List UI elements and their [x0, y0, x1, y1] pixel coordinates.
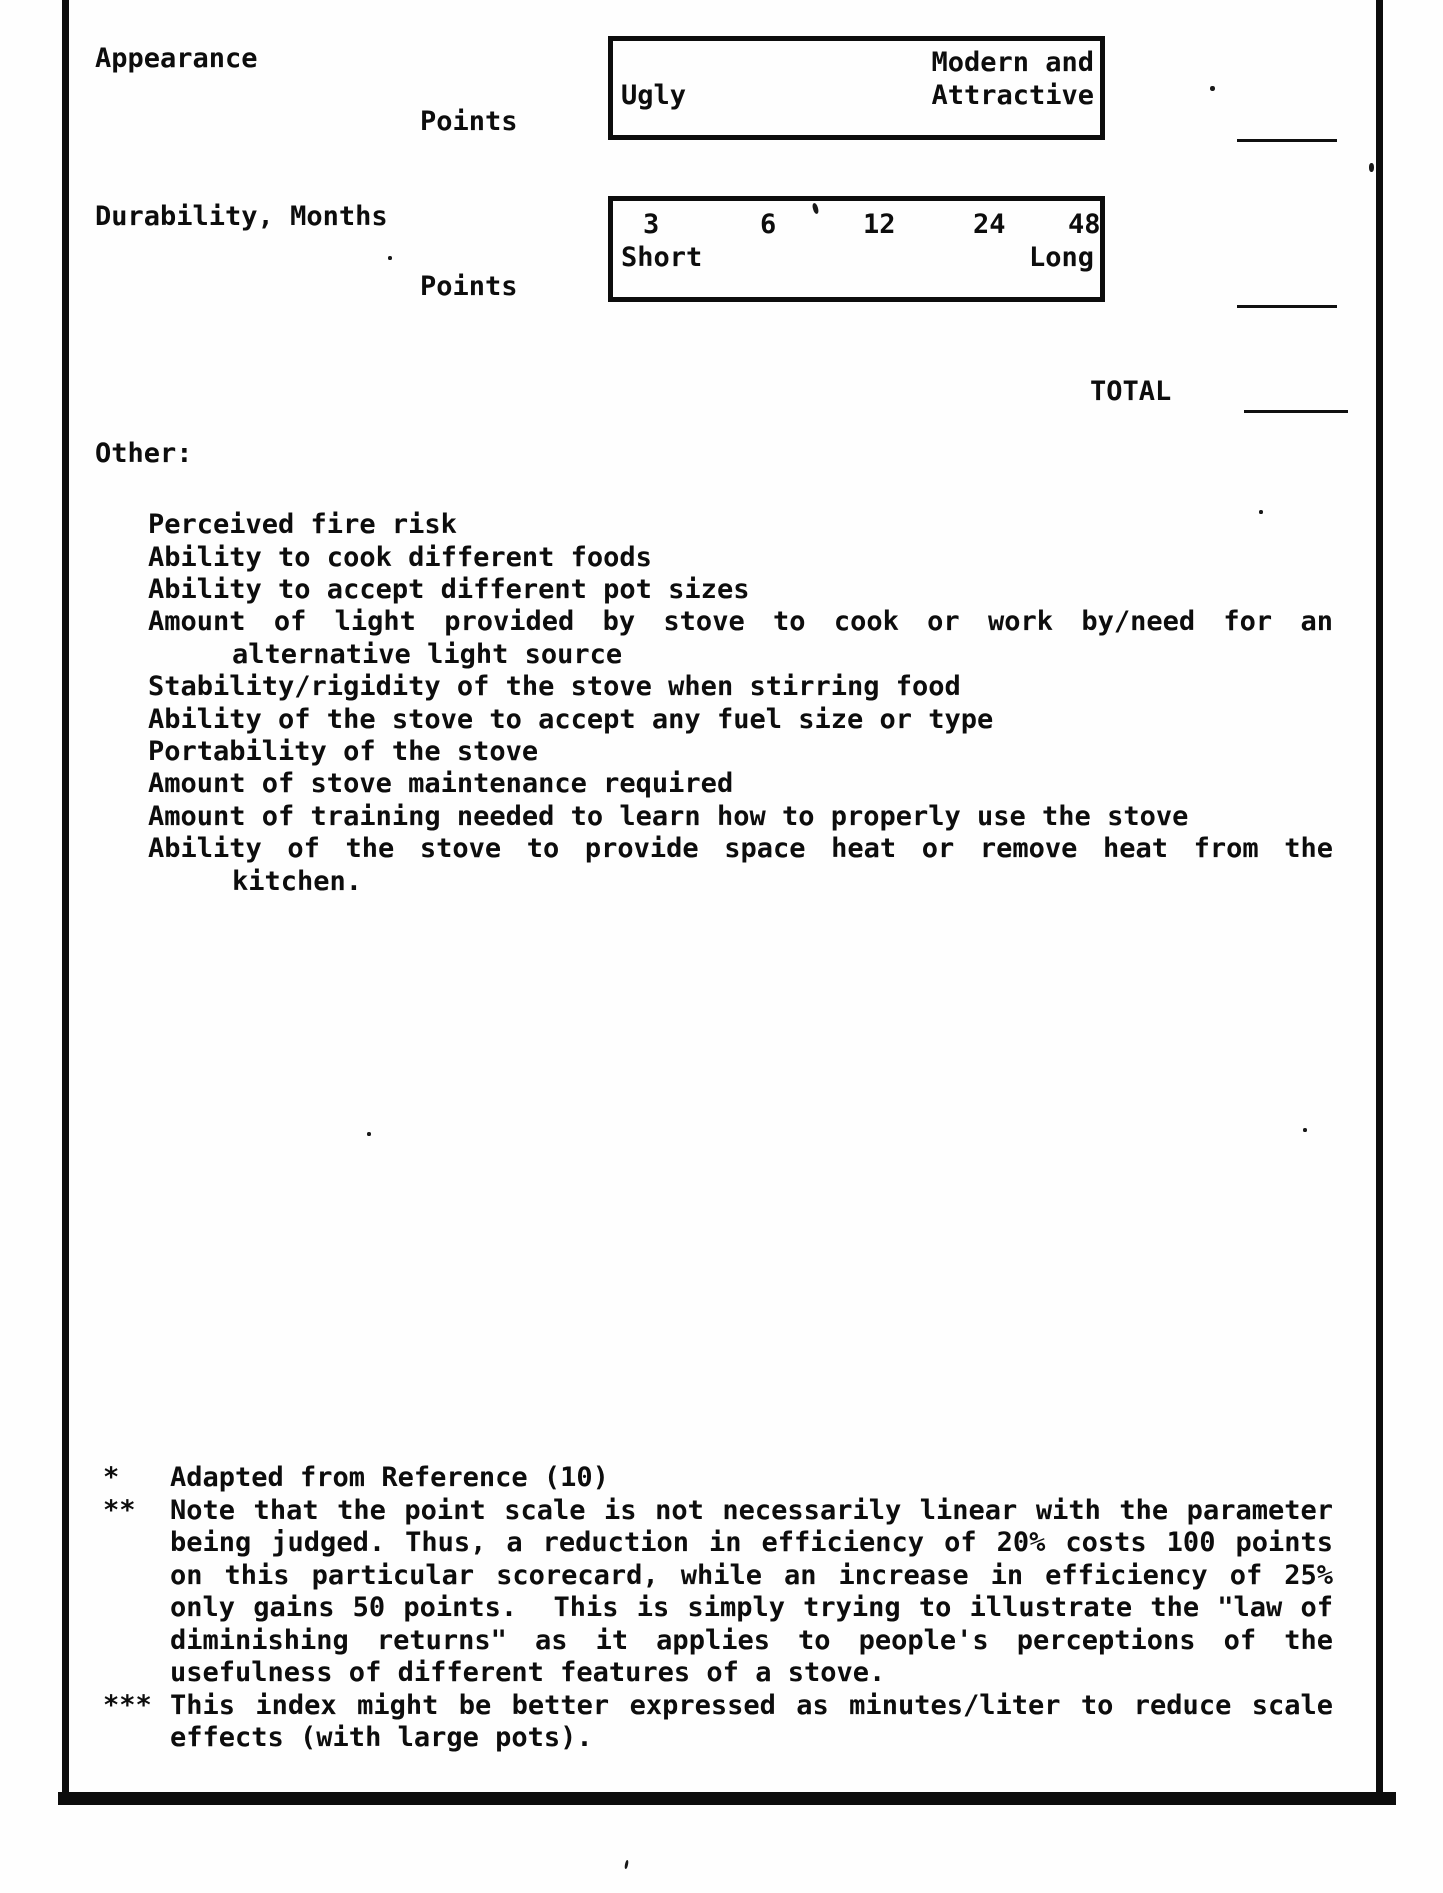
scan-speck	[1369, 163, 1374, 172]
durability-tick-3: 3	[643, 209, 660, 240]
footnote-1-text: Adapted from Reference (10)	[170, 1462, 609, 1493]
footnote-2-line: Note that the point scale is not necessarily linear with the parameter	[170, 1495, 1333, 1526]
footnote-2-line: on this particular scorecard, while an increase in efficiency of 25%	[170, 1560, 1333, 1591]
durability-label: Durability, Months	[95, 201, 388, 232]
other-item: Amount of stove maintenance required	[148, 768, 734, 799]
scan-speck	[1303, 1128, 1307, 1132]
durability-tick-48: 48	[1068, 209, 1101, 240]
durability-scale-left-label: Short	[621, 242, 703, 273]
appearance-scale-right-label-line1: Modern and	[931, 47, 1094, 78]
footnote-2-line: usefulness of different features of a stove.	[170, 1657, 886, 1688]
scan-speck	[624, 1860, 629, 1869]
other-item: Perceived fire risk	[148, 509, 457, 540]
other-item-continuation: kitchen.	[232, 866, 363, 897]
appearance-scale-left-label: Ugly	[621, 80, 687, 111]
appearance-label: Appearance	[95, 43, 258, 74]
footnote-2-line: being judged. Thus, a reduction in efficiency of 20% costs 100 points	[170, 1527, 1333, 1558]
appearance-points-blank-line	[1237, 139, 1337, 142]
footnote-marker-3: ***	[103, 1690, 152, 1721]
page-frame-bottom-border	[58, 1792, 1396, 1805]
other-item: Ability to cook different foods	[148, 542, 652, 573]
other-item-continuation: alternative light source	[232, 639, 623, 670]
footnote-2-line: only gains 50 points. This is simply trying to illustrate the "law of	[170, 1592, 1333, 1623]
other-item: Ability to accept different pot sizes	[148, 574, 750, 605]
other-item: Portability of the stove	[148, 736, 539, 767]
scan-speck	[388, 256, 392, 260]
footnote-marker-1: *	[103, 1462, 120, 1493]
other-item: Ability of the stove to provide space heat or remove heat from the	[148, 833, 1333, 864]
scan-speck	[1259, 510, 1263, 514]
page-frame-right-border	[1376, 0, 1383, 1800]
durability-tick-12: 12	[863, 209, 896, 240]
appearance-points-label: Points	[420, 106, 518, 137]
scan-speck	[1210, 86, 1215, 91]
footnote-3-line: This index might be better expressed as minutes/liter to reduce scale	[170, 1690, 1333, 1721]
footnote-3-line: effects (with large pots).	[170, 1722, 593, 1753]
appearance-scale-right-label-line2: Attractive	[931, 80, 1094, 111]
durability-points-label: Points	[420, 271, 518, 302]
appearance-scale-box	[608, 36, 1105, 140]
total-label: TOTAL	[1090, 376, 1172, 407]
durability-scale-box	[608, 196, 1105, 302]
other-item: Amount of training needed to learn how to properly use the stove	[148, 801, 1189, 832]
other-item: Ability of the stove to accept any fuel size or type	[148, 704, 994, 735]
footnote-2-line: diminishing returns" as it applies to people's perceptions of the	[170, 1625, 1333, 1656]
total-blank-line	[1244, 410, 1348, 413]
durability-tick-24: 24	[973, 209, 1006, 240]
durability-points-blank-line	[1237, 305, 1337, 308]
other-item: Stability/rigidity of the stove when stirring food	[148, 671, 961, 702]
other-item: Amount of light provided by stove to cook or work by/need for an	[148, 606, 1333, 637]
scan-speck	[367, 1132, 371, 1136]
footnote-marker-2: **	[103, 1495, 136, 1526]
other-label: Other:	[95, 438, 193, 469]
durability-tick-6: 6	[760, 209, 777, 240]
durability-scale-right-label: Long	[1028, 242, 1094, 273]
page-frame-left-border	[62, 0, 69, 1800]
